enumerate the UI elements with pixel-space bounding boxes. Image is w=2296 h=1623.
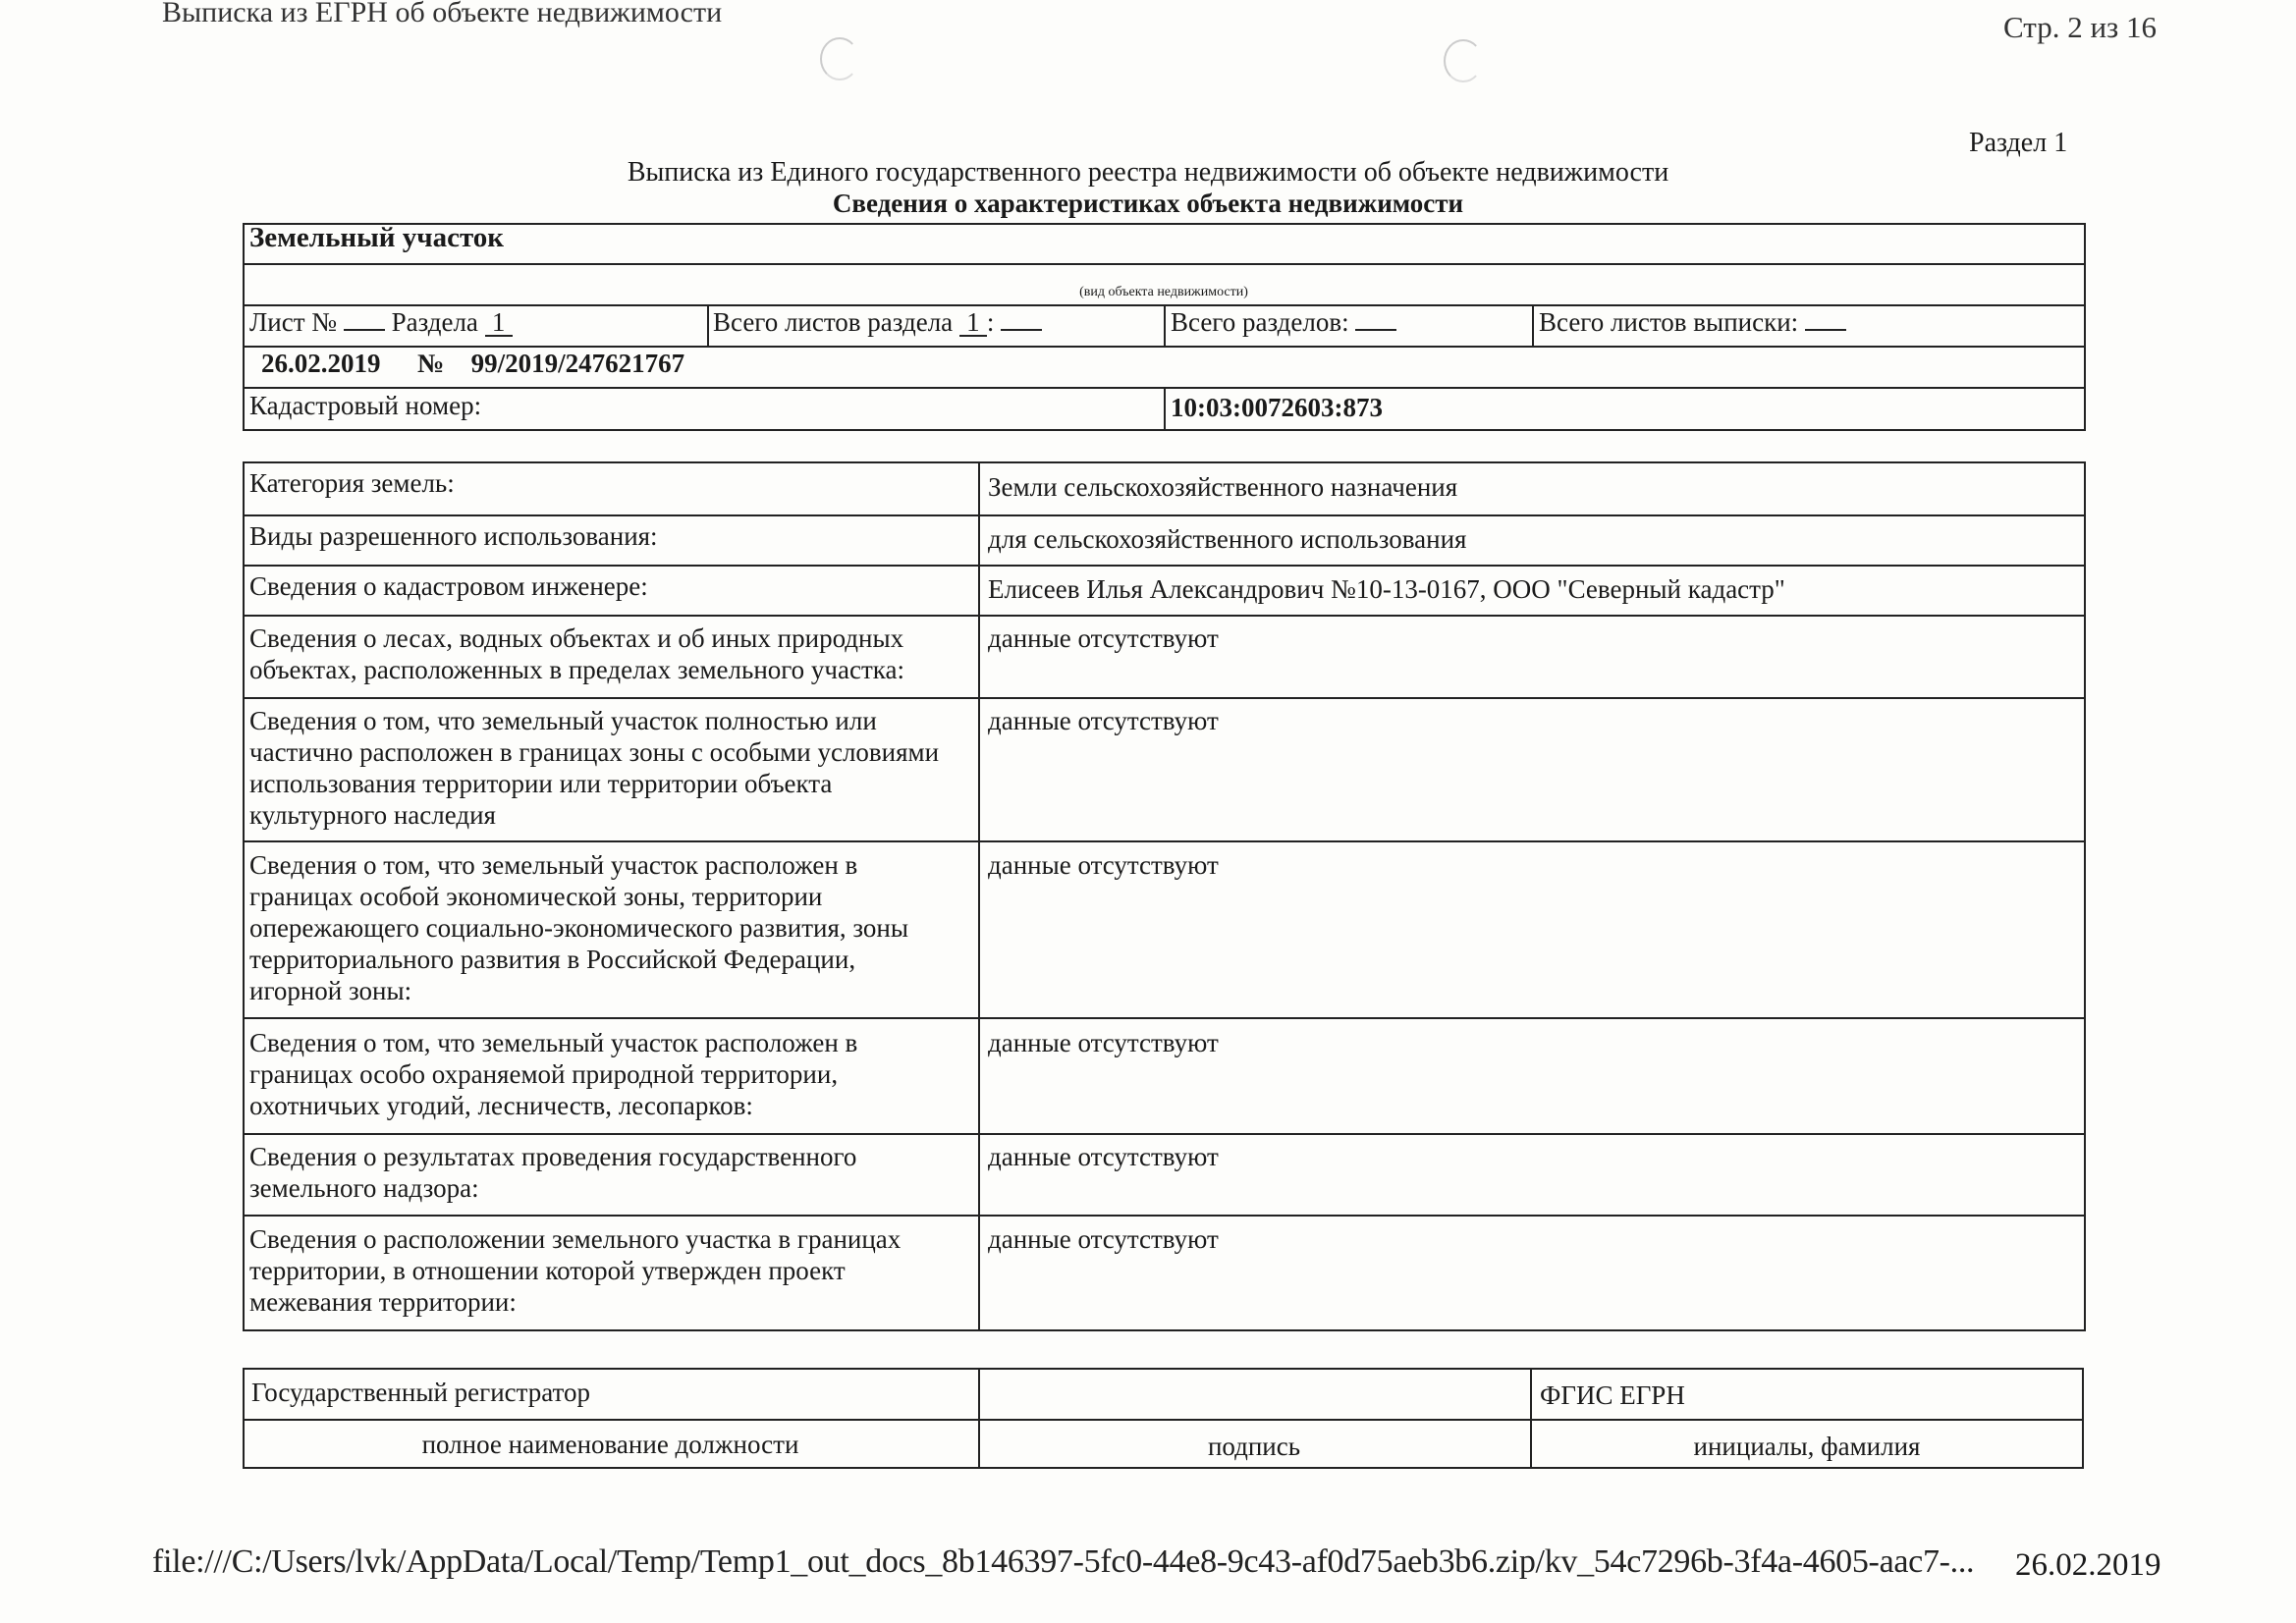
position-caption: полное наименование должности (421, 1430, 799, 1459)
total-sheets-section-label: Всего листов раздела (713, 307, 954, 337)
property-value: Земли сельскохозяйственного назначения (988, 472, 1458, 502)
table-divider (243, 565, 2086, 567)
table-divider (1532, 304, 1534, 346)
extract-number: 99/2019/247621767 (470, 349, 685, 378)
total-sheets-extract-field (1539, 306, 1846, 338)
property-value: Елисеев Илья Александрович №10-13-0167, ООО "Северный кадастр" (988, 574, 1785, 604)
property-label: Категория земель: (249, 468, 455, 498)
table-divider (243, 514, 2086, 516)
table-divider (707, 304, 709, 346)
property-value: данные отсутствуют (988, 850, 1219, 880)
property-label: Сведения о том, что земельный участок полностью или частично расположен в границах зоны с особыми условиями использования территории или территории объекта культурного наследия (249, 706, 940, 830)
sheet-number-label: Лист № (249, 307, 338, 337)
total-sections-field (1171, 306, 1396, 338)
total-sheets-section-blank (1001, 329, 1042, 331)
sheet-number-field (249, 306, 513, 338)
section-of-label: Раздела (391, 307, 478, 337)
total-sheets-section-field (713, 306, 1042, 338)
total-sections-blank (1355, 329, 1396, 331)
footer-print-date: 26.02.2019 (2015, 1547, 2161, 1583)
property-value: данные отсутствуют (988, 1224, 1219, 1254)
table-divider (243, 697, 2086, 699)
document-title: Выписка из Единого государственного реестра недвижимости об объекте недвижимости (627, 157, 1669, 188)
table-divider (243, 1215, 2086, 1217)
object-type-caption: (вид объекта недвижимости) (1079, 285, 1248, 299)
property-label: Сведения о том, что земельный участок расположен в границах особой экономической зоны, территории опережающего социально-экономического развития, зоны территориального развития в Российской Федерации, игорной зоны: (249, 850, 909, 1005)
property-value: данные отсутствуют (988, 1028, 1219, 1057)
property-label: Сведения о расположении земельного участка в границах территории, в отношении которой утвержден проект межевания территории: (249, 1224, 902, 1317)
object-type: Земельный участок (249, 222, 505, 253)
total-sheets-extract-label: Всего листов выписки: (1539, 307, 1799, 337)
cadastral-number-label: Кадастровый номер: (249, 391, 482, 420)
property-label: Сведения о результатах проведения государственного земельного надзора: (249, 1142, 857, 1203)
total-sections-label: Всего разделов: (1171, 307, 1349, 337)
table-divider (1164, 304, 1166, 346)
table-divider (243, 840, 2086, 842)
registrar-position: Государственный регистратор (251, 1378, 591, 1407)
signature-caption: подпись (1207, 1432, 1301, 1461)
table-divider (243, 615, 2086, 617)
property-value: для сельскохозяйственного использования (988, 524, 1467, 554)
name-caption: инициалы, фамилия (1693, 1432, 1921, 1461)
table-divider (243, 1133, 2086, 1135)
page-header-title: Выписка из ЕГРН об объекте недвижимости (162, 0, 723, 28)
property-label: Сведения о том, что земельный участок расположен в границах особо охраняемой природной территории, охотничьих угодий, лесничеств, лесопарков: (249, 1028, 858, 1120)
registrar-name: ФГИС ЕГРН (1540, 1380, 1685, 1410)
table-divider (243, 1419, 2084, 1421)
total-sheets-section-sep: : (986, 307, 995, 337)
property-label: Сведения о лесах, водных объектах и об иных природных объектах, расположенных в пределах земельного участка: (249, 623, 904, 684)
sheet-number-value (344, 329, 385, 331)
footer-file-path: file:///C:/Users/lvk/AppData/Local/Temp/Temp1_out_docs_8b146397-5fc0-44e8-9c43-af0d75aeb3b6.zip/kv_54c7296b-3f4a-4605-aac7-... (152, 1543, 1975, 1580)
total-sheets-section-value: 1 (959, 309, 987, 337)
table-divider (243, 1017, 2086, 1019)
cadastral-number-value: 10:03:0072603:873 (1171, 393, 1383, 422)
number-sign: № (417, 349, 445, 378)
property-label: Виды разрешенного использования: (249, 521, 658, 551)
extract-date: 26.02.2019 (261, 349, 381, 378)
property-value: данные отсутствуют (988, 623, 1219, 653)
table-divider (243, 263, 2086, 265)
property-label: Сведения о кадастровом инженере: (249, 571, 648, 601)
table-divider (1164, 387, 1166, 431)
punch-hole-mark (820, 37, 859, 81)
property-value: данные отсутствуют (988, 1142, 1219, 1171)
punch-hole-mark (1444, 39, 1483, 82)
table-divider (978, 461, 980, 1331)
section-label: Раздел 1 (1969, 128, 2068, 158)
total-sheets-extract-blank (1805, 329, 1846, 331)
extract-date-number (261, 348, 684, 379)
document-subtitle: Сведения о характеристиках объекта недвижимости (832, 189, 1464, 218)
section-of-value: 1 (485, 309, 513, 337)
page-number: Стр. 2 из 16 (2003, 10, 2158, 44)
property-value: данные отсутствуют (988, 706, 1219, 735)
